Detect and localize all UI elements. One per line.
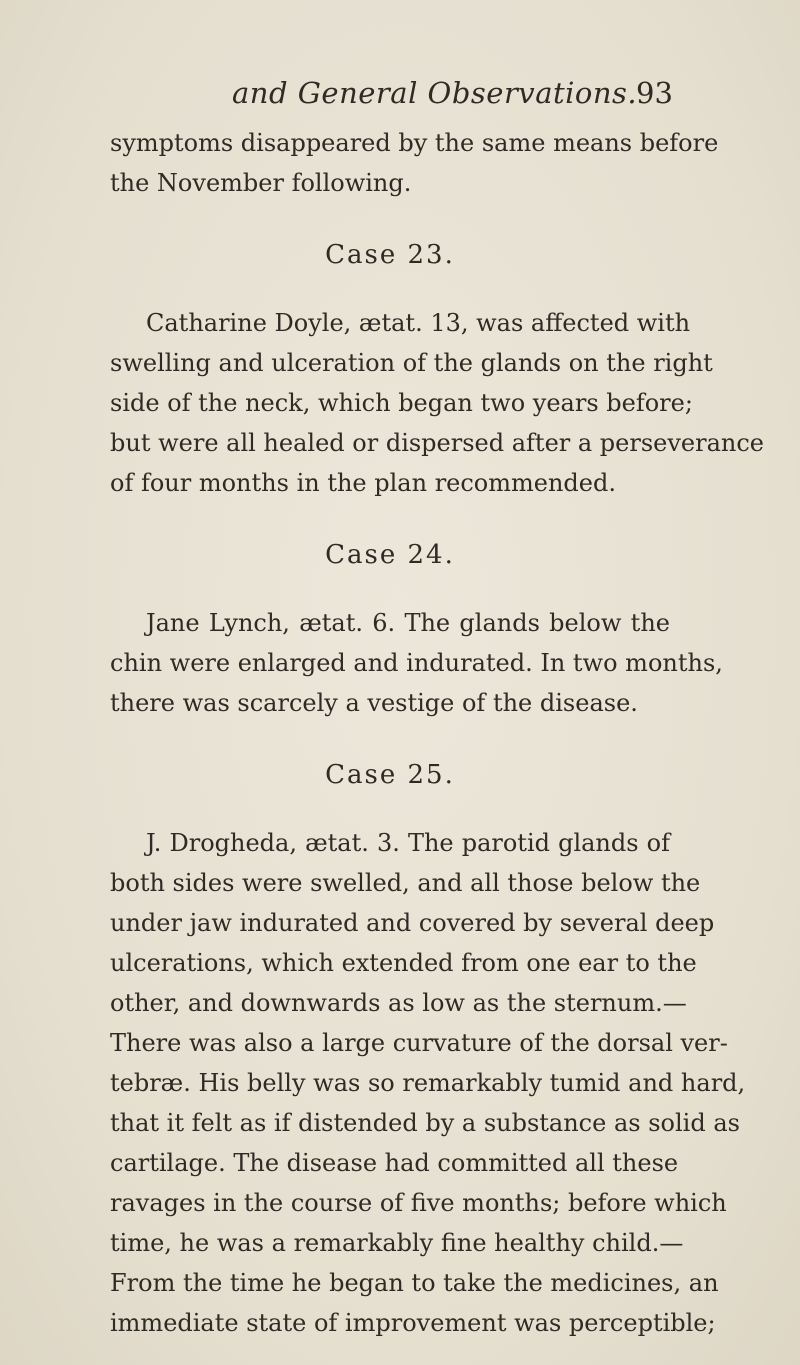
- text-line: time, he was a remarkably fine healthy child.—: [110, 1229, 684, 1257]
- text-line: J. Drogheda, ætat. 3. The parotid glands of: [146, 829, 670, 857]
- case-24-heading: Case 24.: [325, 540, 455, 570]
- intro-paragraph: [110, 123, 719, 203]
- text-line: tebræ. His belly was so remarkably tumid and hard,: [110, 1069, 746, 1097]
- text-line: Catharine Doyle, ætat. 13, was affected with: [146, 309, 691, 337]
- case-23-heading: Case 23.: [325, 240, 455, 270]
- case-25-paragraph: [110, 823, 746, 1343]
- text-line: Jane Lynch, ætat. 6. The glands below the: [146, 609, 670, 637]
- text-line: under jaw indurated and covered by several deep: [110, 909, 715, 937]
- text-line: the November following.: [110, 169, 412, 197]
- text-line: but were all healed or dispersed after a perseverance: [110, 429, 765, 457]
- page-number: 93: [636, 76, 673, 110]
- text-line: immediate state of improvement was perceptible;: [110, 1309, 716, 1337]
- text-line: side of the neck, which began two years before;: [110, 389, 693, 417]
- case-23-paragraph: [110, 303, 765, 503]
- text-line: chin were enlarged and indurated. In two months,: [110, 649, 723, 677]
- page-body: [110, 123, 765, 1343]
- text-line: there was scarcely a vestige of the disease.: [110, 689, 638, 717]
- text-line: both sides were swelled, and all those below the: [110, 869, 701, 897]
- case-24-paragraph: [110, 603, 723, 723]
- page-header: [0, 76, 800, 116]
- text-line: symptoms disappeared by the same means before: [110, 129, 719, 157]
- text-line: ravages in the course of five months; before which: [110, 1189, 727, 1217]
- text-line: of four months in the plan recommended.: [110, 469, 616, 497]
- text-line: cartilage. The disease had committed all these: [110, 1149, 679, 1177]
- running-head: and General Observations.: [232, 76, 638, 110]
- case-25-heading: Case 25.: [325, 760, 455, 790]
- text-line: other, and downwards as low as the sternum.—: [110, 989, 687, 1017]
- text-line: There was also a large curvature of the dorsal ver-: [110, 1029, 728, 1057]
- text-line: From the time he began to take the medicines, an: [110, 1269, 719, 1297]
- text-line: swelling and ulceration of the glands on the right: [110, 349, 713, 377]
- text-line: ulcerations, which extended from one ear to the: [110, 949, 697, 977]
- text-line: that it felt as if distended by a substance as solid as: [110, 1109, 740, 1137]
